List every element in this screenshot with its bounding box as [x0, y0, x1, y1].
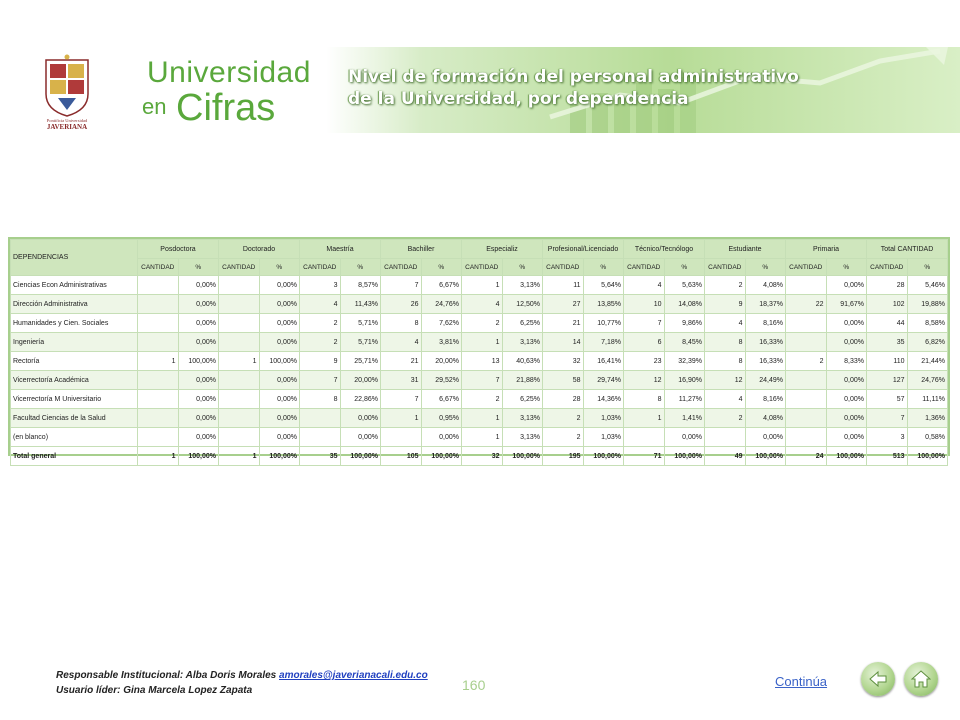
- cell-cantidad: 7: [300, 371, 341, 390]
- row-label: Vicerrectoría Académica: [11, 371, 138, 390]
- cell-percent: 100,00%: [421, 447, 462, 466]
- column-group-header: Profesional/Licenciado: [543, 240, 624, 259]
- cell-cantidad: 127: [867, 371, 908, 390]
- cell-percent: 3,13%: [502, 333, 543, 352]
- cell-percent: 8,16%: [745, 314, 786, 333]
- cell-cantidad: 21: [381, 352, 422, 371]
- cell-cantidad: 1: [381, 409, 422, 428]
- cell-cantidad: 31: [381, 371, 422, 390]
- cell-cantidad: 2: [462, 314, 503, 333]
- cell-percent: 3,13%: [502, 409, 543, 428]
- cell-percent: 0,00%: [259, 276, 300, 295]
- cell-cantidad: 6: [624, 333, 665, 352]
- cell-cantidad: 11: [543, 276, 584, 295]
- cell-cantidad: 7: [462, 371, 503, 390]
- cell-percent: 6,82%: [907, 333, 948, 352]
- table-row: [11, 333, 948, 352]
- arrow-left-icon: [868, 669, 888, 689]
- data-table-container: [8, 237, 950, 460]
- row-label: Rectoría: [11, 352, 138, 371]
- cell-percent: 29,52%: [421, 371, 462, 390]
- cell-percent: 22,86%: [340, 390, 381, 409]
- cell-percent: 0,00%: [178, 314, 219, 333]
- cell-percent: 100,00%: [583, 447, 624, 466]
- cell-percent: 100,00%: [259, 447, 300, 466]
- cell-cantidad: 21: [543, 314, 584, 333]
- page-title: [348, 66, 848, 110]
- table-row: [11, 409, 948, 428]
- cell-percent: 6,67%: [421, 390, 462, 409]
- home-button[interactable]: [904, 662, 938, 696]
- row-label: (en blanco): [11, 428, 138, 447]
- cell-percent: 100,00%: [178, 447, 219, 466]
- cell-cantidad: 3: [867, 428, 908, 447]
- cell-percent: 16,41%: [583, 352, 624, 371]
- cell-percent: 16,33%: [745, 352, 786, 371]
- cell-cantidad: [138, 428, 179, 447]
- cell-percent: 0,00%: [178, 371, 219, 390]
- cell-percent: 0,00%: [178, 428, 219, 447]
- responsable-email-link[interactable]: amorales@javerianacali.edu.co: [279, 670, 428, 681]
- brand-en: en: [142, 94, 167, 119]
- table-row: [11, 276, 948, 295]
- cell-cantidad: 4: [624, 276, 665, 295]
- subheader-cantidad: CANTIDAD: [462, 259, 503, 276]
- cell-percent: 0,00%: [178, 390, 219, 409]
- cell-cantidad: 9: [705, 295, 746, 314]
- cell-cantidad: 4: [462, 295, 503, 314]
- responsable-line: [56, 670, 428, 681]
- cell-percent: 0,00%: [259, 371, 300, 390]
- cell-cantidad: 9: [300, 352, 341, 371]
- cell-cantidad: 4: [705, 314, 746, 333]
- row-label: Ingeniería: [11, 333, 138, 352]
- row-label: Facultad Ciencias de la Salud: [11, 409, 138, 428]
- column-group-header: Maestría: [300, 240, 381, 259]
- cell-percent: 7,18%: [583, 333, 624, 352]
- subheader-cantidad: CANTIDAD: [300, 259, 341, 276]
- subheader-percent: %: [583, 259, 624, 276]
- cell-cantidad: 23: [624, 352, 665, 371]
- subheader-percent: %: [745, 259, 786, 276]
- cell-cantidad: [705, 428, 746, 447]
- cell-cantidad: [624, 428, 665, 447]
- cell-cantidad: 1: [462, 333, 503, 352]
- cell-cantidad: 1: [219, 352, 260, 371]
- cell-cantidad: 8: [300, 390, 341, 409]
- responsable-label: Responsable Institucional: Alba Doris Morales: [56, 670, 277, 681]
- subheader-percent: %: [340, 259, 381, 276]
- cell-cantidad: 2: [300, 333, 341, 352]
- subheader-cantidad: CANTIDAD: [381, 259, 422, 276]
- subheader-cantidad: CANTIDAD: [219, 259, 260, 276]
- cell-cantidad: [219, 276, 260, 295]
- cell-cantidad: 2: [705, 409, 746, 428]
- cell-percent: 7,62%: [421, 314, 462, 333]
- cell-percent: 0,00%: [259, 409, 300, 428]
- cell-cantidad: [138, 314, 179, 333]
- cell-cantidad: 2: [705, 276, 746, 295]
- cell-percent: 8,45%: [664, 333, 705, 352]
- cell-percent: 0,58%: [907, 428, 948, 447]
- cell-percent: 0,00%: [259, 428, 300, 447]
- cell-percent: 8,57%: [340, 276, 381, 295]
- cell-cantidad: 12: [624, 371, 665, 390]
- cell-percent: 25,71%: [340, 352, 381, 371]
- cell-cantidad: 27: [543, 295, 584, 314]
- cell-cantidad: 49: [705, 447, 746, 466]
- cell-cantidad: 4: [381, 333, 422, 352]
- cell-cantidad: 4: [300, 295, 341, 314]
- cell-percent: 100,00%: [826, 447, 867, 466]
- column-header-dependencias: DEPENDENCIAS: [11, 240, 138, 276]
- cell-cantidad: 1: [624, 409, 665, 428]
- cell-percent: 4,08%: [745, 409, 786, 428]
- cell-percent: 0,00%: [178, 409, 219, 428]
- cell-percent: 20,00%: [421, 352, 462, 371]
- cell-cantidad: 14: [543, 333, 584, 352]
- cell-cantidad: 2: [543, 428, 584, 447]
- cell-percent: 100,00%: [745, 447, 786, 466]
- cell-percent: 1,03%: [583, 428, 624, 447]
- subheader-cantidad: CANTIDAD: [867, 259, 908, 276]
- cell-cantidad: 195: [543, 447, 584, 466]
- cell-percent: 0,00%: [826, 371, 867, 390]
- cell-percent: 0,00%: [259, 295, 300, 314]
- cell-cantidad: 35: [300, 447, 341, 466]
- cell-cantidad: 7: [867, 409, 908, 428]
- cell-cantidad: 57: [867, 390, 908, 409]
- cell-percent: 29,74%: [583, 371, 624, 390]
- cell-cantidad: [786, 314, 827, 333]
- cell-cantidad: 110: [867, 352, 908, 371]
- usuario-lider: Usuario líder: Gina Marcela Lopez Zapata: [56, 685, 253, 696]
- continua-link[interactable]: Continúa: [775, 674, 828, 689]
- subheader-percent: %: [664, 259, 705, 276]
- cell-percent: 8,58%: [907, 314, 948, 333]
- subheader-percent: %: [259, 259, 300, 276]
- cell-cantidad: [219, 371, 260, 390]
- cell-cantidad: 26: [381, 295, 422, 314]
- cell-percent: 0,00%: [178, 333, 219, 352]
- cell-percent: 0,00%: [259, 390, 300, 409]
- cell-cantidad: [138, 333, 179, 352]
- cell-cantidad: 7: [381, 276, 422, 295]
- cell-cantidad: 44: [867, 314, 908, 333]
- cell-cantidad: 32: [462, 447, 503, 466]
- cell-percent: 13,85%: [583, 295, 624, 314]
- svg-text:JAVERIANA: JAVERIANA: [46, 123, 88, 130]
- cell-percent: 3,81%: [421, 333, 462, 352]
- cell-cantidad: [786, 333, 827, 352]
- cell-cantidad: 2: [300, 314, 341, 333]
- cell-cantidad: 8: [381, 314, 422, 333]
- cell-percent: 1,36%: [907, 409, 948, 428]
- cell-percent: 14,08%: [664, 295, 705, 314]
- cell-percent: 0,95%: [421, 409, 462, 428]
- subheader-percent: %: [421, 259, 462, 276]
- svg-text:Pontificia Universidad: Pontificia Universidad: [46, 118, 88, 123]
- cell-percent: 100,00%: [502, 447, 543, 466]
- cell-percent: 10,77%: [583, 314, 624, 333]
- row-label: Humanidades y Cien. Sociales: [11, 314, 138, 333]
- cell-percent: 1,41%: [664, 409, 705, 428]
- subheader-cantidad: CANTIDAD: [786, 259, 827, 276]
- cell-cantidad: [381, 428, 422, 447]
- cell-cantidad: 8: [624, 390, 665, 409]
- cell-percent: 0,00%: [826, 333, 867, 352]
- brand-universidad: Universidad: [147, 56, 311, 89]
- cell-percent: 11,43%: [340, 295, 381, 314]
- cell-percent: 0,00%: [421, 428, 462, 447]
- cell-cantidad: 105: [381, 447, 422, 466]
- cell-percent: 100,00%: [340, 447, 381, 466]
- cell-percent: 11,11%: [907, 390, 948, 409]
- cell-cantidad: [219, 428, 260, 447]
- cell-percent: 4,08%: [745, 276, 786, 295]
- cell-cantidad: [219, 314, 260, 333]
- cell-cantidad: 3: [300, 276, 341, 295]
- cell-percent: 0,00%: [826, 276, 867, 295]
- cell-cantidad: 2: [543, 409, 584, 428]
- cell-cantidad: 1: [462, 428, 503, 447]
- column-group-header: Estudiante: [705, 240, 786, 259]
- cell-percent: 12,50%: [502, 295, 543, 314]
- page-title-line1: Nivel de formación del personal administrativo: [348, 67, 799, 87]
- cell-cantidad: 58: [543, 371, 584, 390]
- cell-cantidad: [219, 333, 260, 352]
- cell-percent: 0,00%: [664, 428, 705, 447]
- row-label: Dirección Administrativa: [11, 295, 138, 314]
- column-group-header: Especializ: [462, 240, 543, 259]
- column-group-header: Total CANTIDAD: [867, 240, 948, 259]
- cell-percent: 0,00%: [826, 390, 867, 409]
- cell-percent: 100,00%: [907, 447, 948, 466]
- subheader-cantidad: CANTIDAD: [624, 259, 665, 276]
- cell-percent: 21,88%: [502, 371, 543, 390]
- cell-percent: 24,76%: [907, 371, 948, 390]
- cell-percent: 0,00%: [826, 409, 867, 428]
- cell-cantidad: 24: [786, 447, 827, 466]
- page-number: 160: [462, 677, 486, 693]
- cell-cantidad: 7: [381, 390, 422, 409]
- cell-percent: 100,00%: [178, 352, 219, 371]
- back-button[interactable]: [861, 662, 895, 696]
- cell-percent: 24,76%: [421, 295, 462, 314]
- table-row: [11, 428, 948, 447]
- cell-percent: 0,00%: [340, 428, 381, 447]
- cell-cantidad: 7: [624, 314, 665, 333]
- cell-percent: 6,25%: [502, 390, 543, 409]
- cell-percent: 24,49%: [745, 371, 786, 390]
- table-row: [11, 295, 948, 314]
- cell-cantidad: 35: [867, 333, 908, 352]
- cell-cantidad: [786, 409, 827, 428]
- brand-cifras: Cifras: [176, 87, 276, 129]
- cell-percent: 0,00%: [259, 314, 300, 333]
- cell-percent: 5,71%: [340, 333, 381, 352]
- column-group-header: Primaria: [786, 240, 867, 259]
- formation-table: [10, 239, 948, 466]
- cell-percent: 1,03%: [583, 409, 624, 428]
- cell-cantidad: 10: [624, 295, 665, 314]
- cell-percent: 20,00%: [340, 371, 381, 390]
- cell-percent: 14,36%: [583, 390, 624, 409]
- cell-percent: 8,33%: [826, 352, 867, 371]
- subheader-cantidad: CANTIDAD: [543, 259, 584, 276]
- table-total-row: [11, 447, 948, 466]
- subheader-cantidad: CANTIDAD: [138, 259, 179, 276]
- cell-cantidad: 1: [138, 447, 179, 466]
- cell-cantidad: 102: [867, 295, 908, 314]
- subheader-percent: %: [907, 259, 948, 276]
- cell-cantidad: [300, 428, 341, 447]
- cell-cantidad: [138, 409, 179, 428]
- cell-cantidad: [786, 428, 827, 447]
- cell-percent: 91,67%: [826, 295, 867, 314]
- cell-cantidad: 71: [624, 447, 665, 466]
- cell-cantidad: 4: [705, 390, 746, 409]
- cell-percent: 5,64%: [583, 276, 624, 295]
- cell-cantidad: 513: [867, 447, 908, 466]
- cell-percent: 6,67%: [421, 276, 462, 295]
- row-label: Ciencias Econ Administrativas: [11, 276, 138, 295]
- cell-cantidad: 12: [705, 371, 746, 390]
- cell-cantidad: 22: [786, 295, 827, 314]
- cell-cantidad: 28: [543, 390, 584, 409]
- cell-cantidad: [219, 409, 260, 428]
- cell-cantidad: [138, 390, 179, 409]
- cell-cantidad: 2: [462, 390, 503, 409]
- cell-cantidad: [219, 390, 260, 409]
- cell-cantidad: 1: [219, 447, 260, 466]
- subheader-percent: %: [178, 259, 219, 276]
- subheader-percent: %: [826, 259, 867, 276]
- cell-percent: 100,00%: [259, 352, 300, 371]
- cell-cantidad: [786, 390, 827, 409]
- row-label: Vicerrectoría M Universitario: [11, 390, 138, 409]
- cell-percent: 16,33%: [745, 333, 786, 352]
- table-row: [11, 352, 948, 371]
- cell-cantidad: 1: [138, 352, 179, 371]
- cell-percent: 0,00%: [826, 314, 867, 333]
- column-group-header: Bachiller: [381, 240, 462, 259]
- cell-cantidad: [138, 371, 179, 390]
- cell-cantidad: 13: [462, 352, 503, 371]
- cell-percent: 0,00%: [340, 409, 381, 428]
- cell-percent: 5,71%: [340, 314, 381, 333]
- cell-cantidad: [219, 295, 260, 314]
- cell-percent: 19,88%: [907, 295, 948, 314]
- cell-percent: 18,37%: [745, 295, 786, 314]
- cell-percent: 0,00%: [178, 276, 219, 295]
- cell-cantidad: 32: [543, 352, 584, 371]
- cell-cantidad: [138, 276, 179, 295]
- cell-cantidad: 28: [867, 276, 908, 295]
- cell-percent: 16,90%: [664, 371, 705, 390]
- table-row: [11, 314, 948, 333]
- home-icon: [911, 669, 931, 689]
- cell-percent: 0,00%: [178, 295, 219, 314]
- row-label: Total general: [11, 447, 138, 466]
- cell-percent: 40,63%: [502, 352, 543, 371]
- cell-cantidad: [300, 409, 341, 428]
- cell-percent: 5,63%: [664, 276, 705, 295]
- cell-cantidad: 8: [705, 333, 746, 352]
- cell-percent: 0,00%: [745, 428, 786, 447]
- cell-cantidad: 1: [462, 409, 503, 428]
- page-title-line2: de la Universidad, por dependencia: [348, 89, 689, 109]
- cell-percent: 32,39%: [664, 352, 705, 371]
- subheader-percent: %: [502, 259, 543, 276]
- cell-percent: 21,44%: [907, 352, 948, 371]
- cell-percent: 0,00%: [259, 333, 300, 352]
- cell-cantidad: [786, 371, 827, 390]
- column-group-header: Posdoctora: [138, 240, 219, 259]
- cell-percent: 9,86%: [664, 314, 705, 333]
- cell-percent: 11,27%: [664, 390, 705, 409]
- column-group-header: Doctorado: [219, 240, 300, 259]
- column-group-header: Técnico/Tecnólogo: [624, 240, 705, 259]
- cell-cantidad: 1: [462, 276, 503, 295]
- cell-percent: 0,00%: [826, 428, 867, 447]
- table-row: [11, 390, 948, 409]
- cell-percent: 3,13%: [502, 428, 543, 447]
- cell-percent: 5,46%: [907, 276, 948, 295]
- cell-percent: 3,13%: [502, 276, 543, 295]
- cell-percent: 100,00%: [664, 447, 705, 466]
- university-logo: [36, 54, 98, 130]
- cell-cantidad: 8: [705, 352, 746, 371]
- table-row: [11, 371, 948, 390]
- cell-cantidad: 2: [786, 352, 827, 371]
- cell-percent: 6,25%: [502, 314, 543, 333]
- cell-percent: 8,16%: [745, 390, 786, 409]
- subheader-cantidad: CANTIDAD: [705, 259, 746, 276]
- cell-cantidad: [786, 276, 827, 295]
- cell-cantidad: [138, 295, 179, 314]
